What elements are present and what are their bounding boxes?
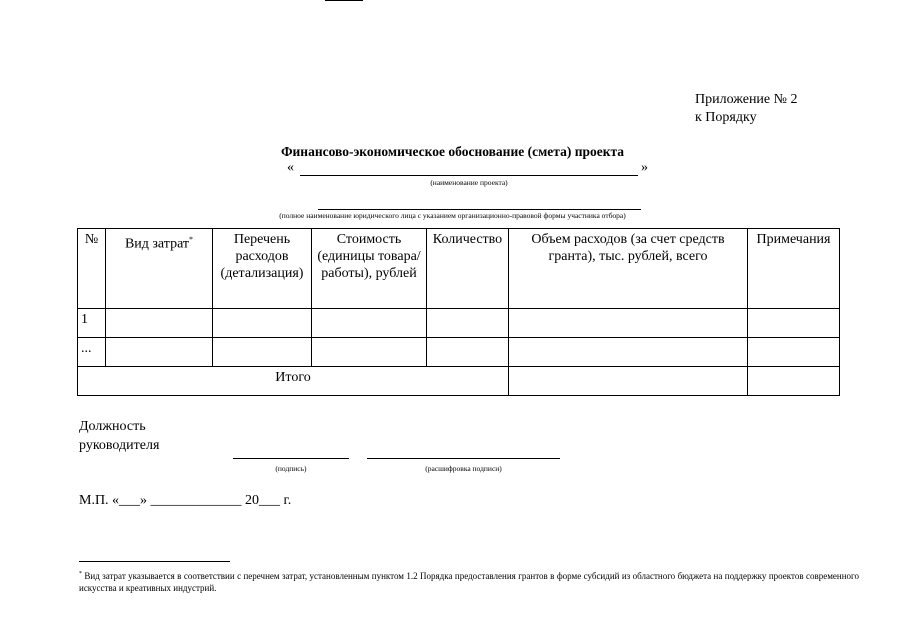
table-row: [78, 309, 840, 338]
footnote-separator: [79, 561, 230, 562]
position-line-2: руководителя: [79, 438, 160, 453]
cell-notes[interactable]: [748, 309, 840, 338]
total-expenses-cell[interactable]: [509, 367, 748, 396]
total-label: Итого: [78, 367, 509, 396]
project-name-caption: (наименование проекта): [430, 178, 508, 187]
header-unit-cost: Стоимость (единицы товара/работы), рублей: [312, 229, 427, 309]
cell-total-expenses[interactable]: [509, 309, 748, 338]
footnote-mark: *: [79, 571, 82, 577]
cell-quantity[interactable]: [427, 338, 509, 367]
signature-decode-caption: (расшифровка подписи): [425, 464, 502, 473]
cell-cost-type[interactable]: [106, 338, 213, 367]
stamp-date-line: М.П. «___» _____________ 20___ г.: [79, 493, 292, 508]
row-number: ...: [78, 338, 106, 367]
cell-total-expenses[interactable]: [509, 338, 748, 367]
footnote-mark: *: [189, 235, 194, 244]
appendix-note: [695, 91, 798, 127]
org-name-line: [318, 209, 641, 210]
cell-unit-cost[interactable]: [312, 309, 427, 338]
cell-expense-list[interactable]: [213, 309, 312, 338]
footnote: [79, 568, 859, 594]
header-expense-list: Перечень расходов (детализация): [213, 229, 312, 309]
total-notes-cell[interactable]: [748, 367, 840, 396]
position-label: [79, 417, 159, 455]
project-open-quote: «: [287, 160, 294, 175]
signature-caption: (подпись): [275, 464, 307, 473]
header-notes: Примечания: [748, 229, 840, 309]
top-edge-line: [325, 0, 363, 1]
footnote-text: Вид затрат указывается в соответствии с перечнем затрат, установленным пунктом 1.2 Порядка предоставления грантов в форме субсидий из областного бюджета на поддержку проектов современного искусства и креативных индустрий.: [79, 571, 859, 593]
table-header-row: [78, 229, 840, 309]
row-number: 1: [78, 309, 106, 338]
cell-expense-list[interactable]: [213, 338, 312, 367]
header-total-expenses: Объем расходов (за счет средств гранта), тыс. рублей, всего: [509, 229, 748, 309]
table-row: [78, 338, 840, 367]
cell-quantity[interactable]: [427, 309, 509, 338]
position-line-1: Должность: [79, 419, 146, 434]
document-title: Финансово-экономическое обоснование (смета) проекта: [280, 144, 625, 159]
header-number: №: [78, 229, 106, 309]
org-name-caption: (полное наименование юридического лица с указанием организационно-правовой формы участника отбора): [279, 211, 626, 220]
header-cost-type: [106, 229, 213, 309]
cell-unit-cost[interactable]: [312, 338, 427, 367]
appendix-line-1: Приложение № 2: [695, 92, 798, 107]
appendix-line-2: к Порядку: [695, 110, 757, 125]
project-close-quote: »: [641, 160, 648, 175]
total-row: [78, 367, 840, 396]
cell-cost-type[interactable]: [106, 309, 213, 338]
estimate-table: [77, 228, 840, 396]
cell-notes[interactable]: [748, 338, 840, 367]
signature-line: [233, 458, 349, 459]
project-name-line: [300, 175, 638, 176]
signature-decode-line: [367, 458, 560, 459]
header-cost-type-label: Вид затрат: [124, 236, 190, 252]
header-quantity: Количество: [427, 229, 509, 309]
